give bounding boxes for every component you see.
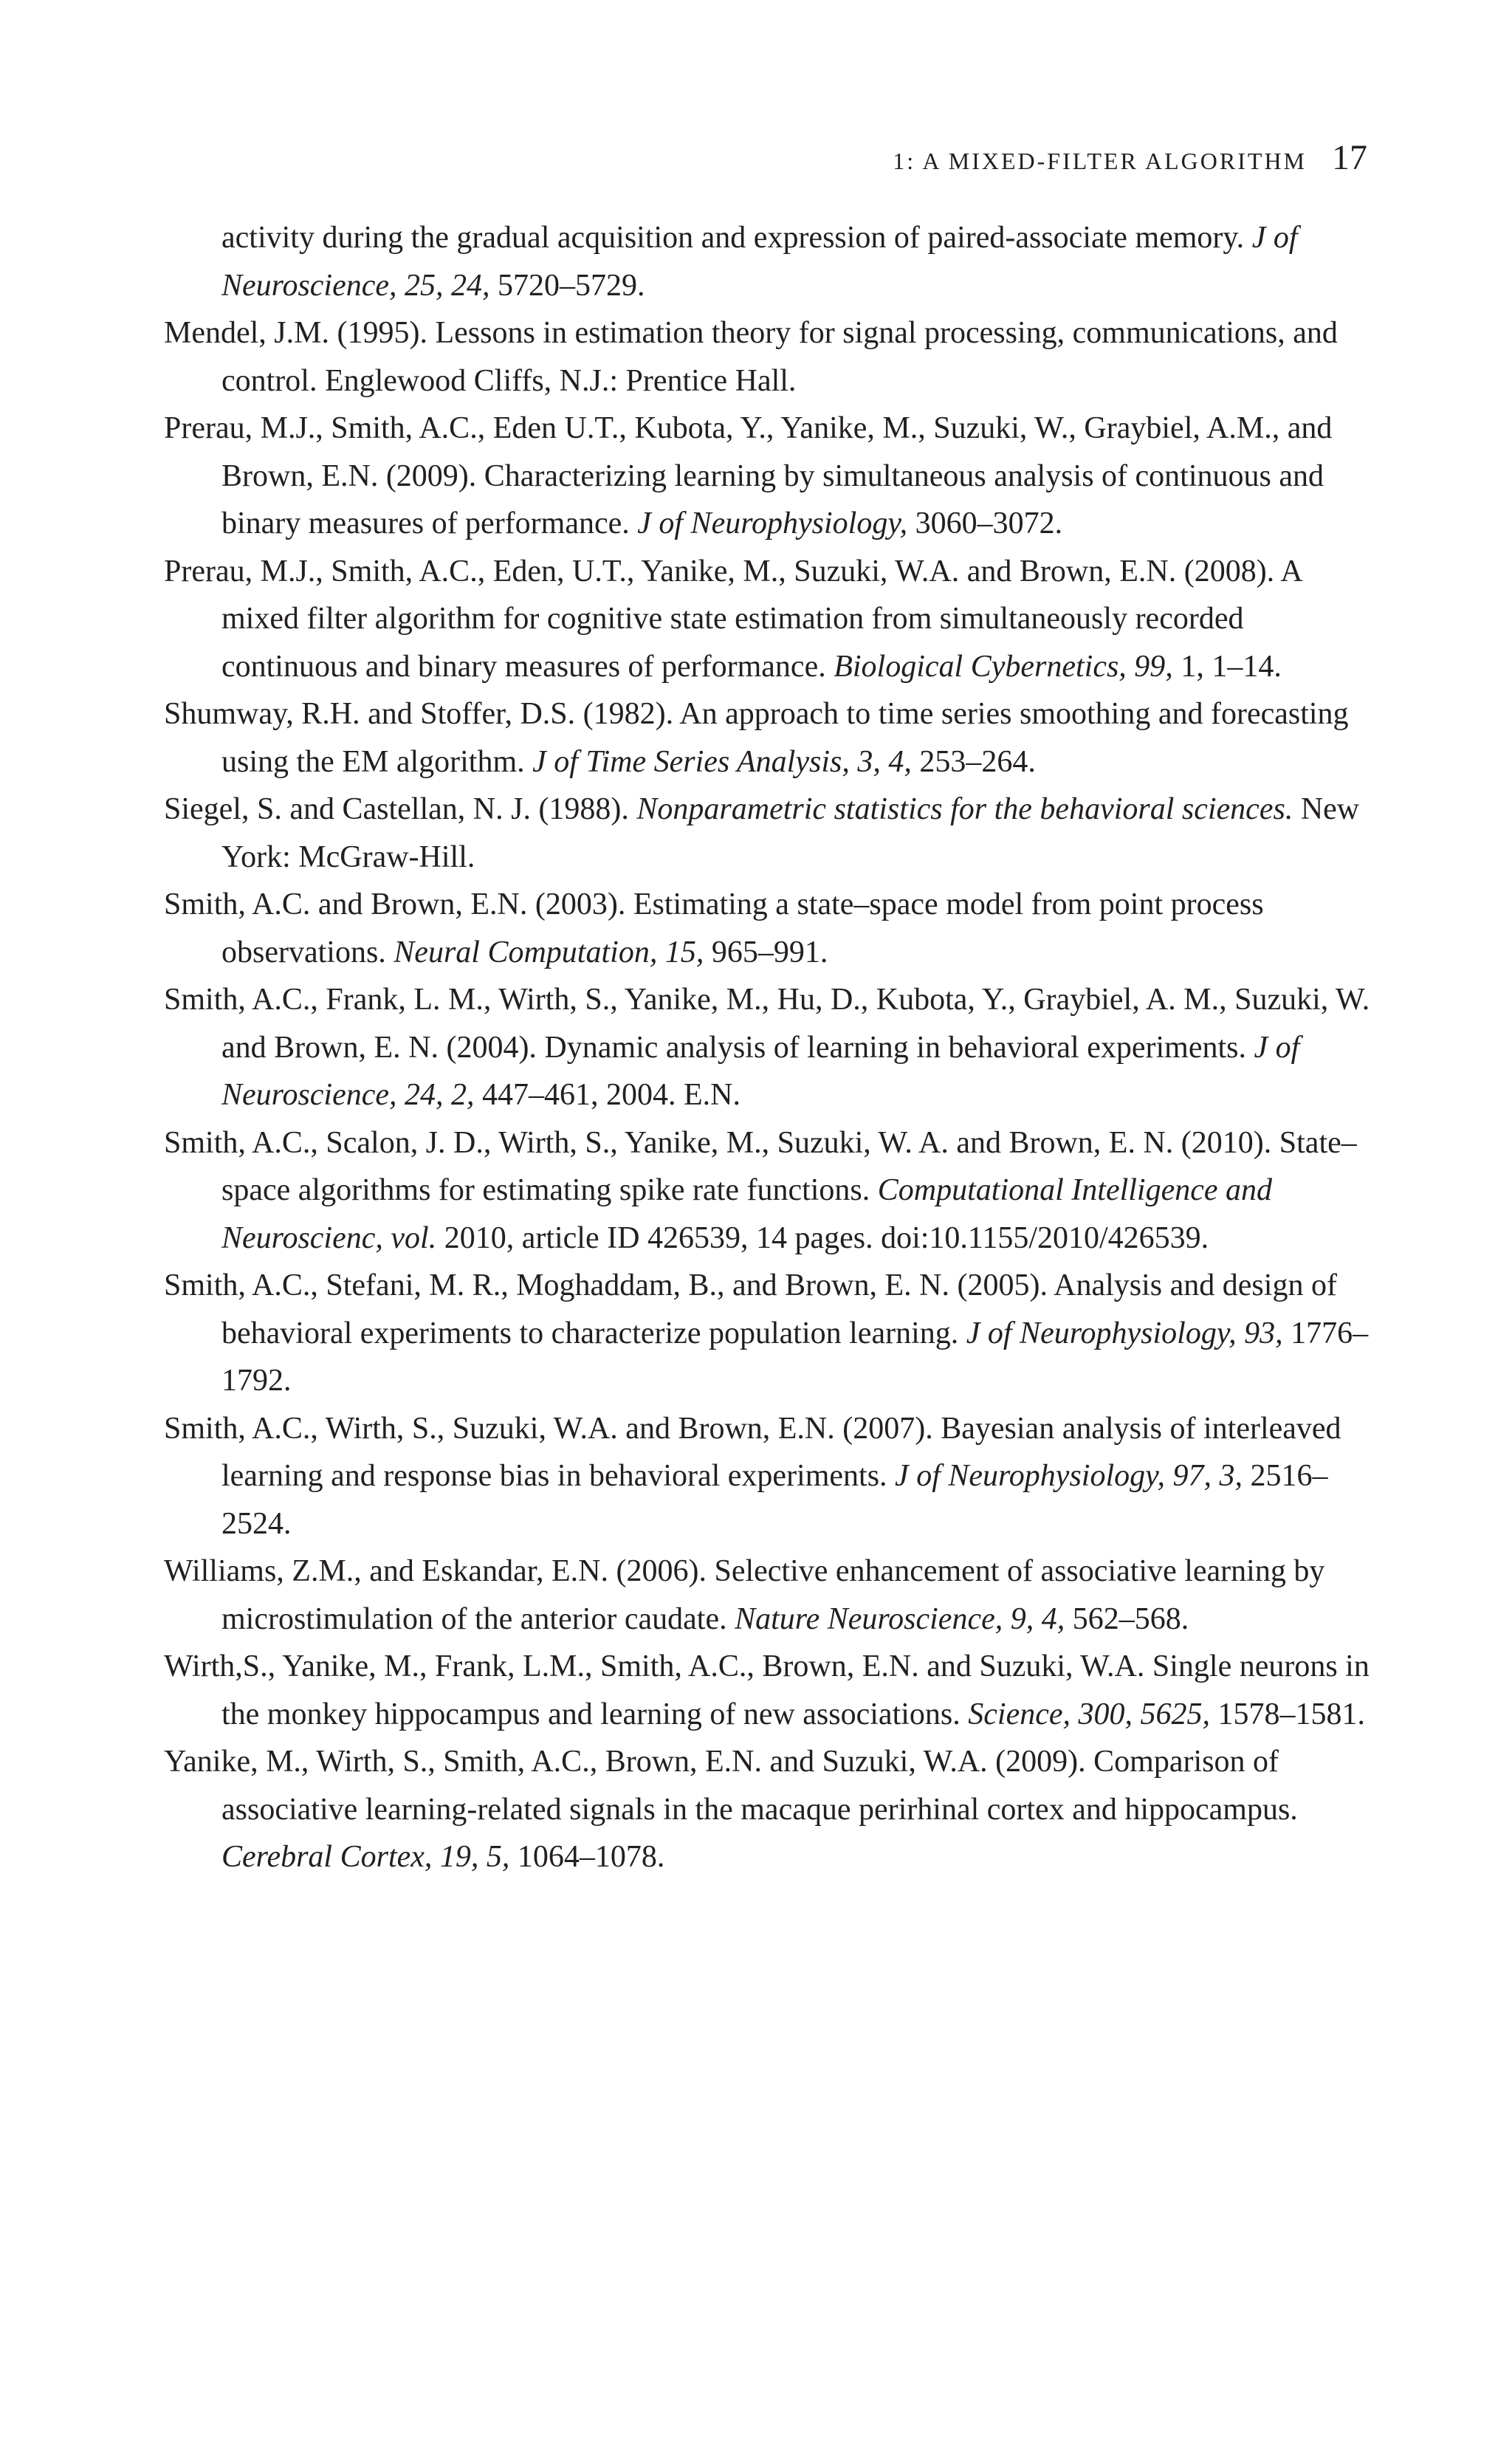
reference-source-italic: Nature Neuroscience, 9, 4,: [735, 1601, 1065, 1636]
reference-text: 1776–1792.: [221, 1316, 1369, 1398]
reference-text: activity during the gradual acquisition and expression of paired-associate memory.: [221, 221, 1252, 255]
page-number: 17: [1332, 138, 1367, 177]
reference-source-italic: J of Neuroscience, 25, 24,: [221, 221, 1298, 303]
running-head: [893, 137, 1367, 182]
reference-source-italic: J of Neurophysiology, 93,: [966, 1316, 1283, 1350]
reference-text: Wirth,S., Yanike, M., Frank, L.M., Smith, A.C., Brown, E.N. and Suzuki, W.A. Single neurons in the monkey hippocampus and learning of new associations.: [164, 1649, 1370, 1731]
reference-list: [164, 214, 1375, 1881]
reference-source-italic: J of Neuroscience, 24, 2,: [221, 1030, 1300, 1112]
reference-text: Smith, A.C. and Brown, E.N. (2003). Estimating a state–space model from point process observations.: [164, 887, 1264, 969]
reference-entry: [164, 690, 1375, 786]
reference-entry: [164, 881, 1375, 976]
reference-entry: [164, 1405, 1375, 1548]
reference-text: 1064–1078.: [509, 1840, 665, 1874]
reference-text: Smith, A.C., Stefani, M. R., Moghaddam, B., and Brown, E. N. (2005). Analysis and design of behavioral experiments to characterize population learning.: [164, 1268, 1337, 1350]
reference-text: Smith, A.C., Wirth, S., Suzuki, W.A. and Brown, E.N. (2007). Bayesian analysis of interleaved learning and response bias in behavioral experiments.: [164, 1411, 1341, 1493]
reference-entry: [164, 309, 1375, 405]
reference-source-italic: Biological Cybernetics, 99,: [834, 649, 1173, 684]
running-head-title: 1: A MIXED-FILTER ALGORITHM: [893, 148, 1307, 174]
reference-text: 1, 1–14.: [1172, 649, 1282, 684]
reference-text: Smith, A.C., Scalon, J. D., Wirth, S., Yanike, M., Suzuki, W. A. and Brown, E. N. (2010). State–space algorithms for estimating spike rate functions.: [164, 1125, 1357, 1207]
reference-text: New York: McGraw-Hill.: [221, 792, 1360, 874]
reference-text: 1578–1581.: [1210, 1697, 1366, 1731]
reference-text: Siegel, S. and Castellan, N. J. (1988).: [164, 792, 637, 826]
reference-text: Williams, Z.M., and Eskandar, E.N. (2006). Selective enhancement of associative learning by microstimulation of the anterior caudate.: [164, 1554, 1325, 1636]
reference-entry: [164, 1119, 1375, 1263]
reference-text: Yanike, M., Wirth, S., Smith, A.C., Brown, E.N. and Suzuki, W.A. (2009). Comparison of associative learning-related signals in the macaque perirhinal cortex and hippocampus.: [164, 1745, 1298, 1827]
reference-text: 253–264.: [911, 744, 1036, 779]
reference-text: 2010, article ID 426539, 14 pages. doi:10.1155/2010/426539.: [436, 1220, 1209, 1255]
reference-source-italic: J of Neurophysiology,: [637, 507, 908, 540]
reference-text: 3060–3072.: [907, 507, 1063, 540]
reference-entry: [164, 976, 1375, 1119]
reference-source-italic: Science, 300, 5625,: [968, 1697, 1211, 1731]
reference-entry-continued: [164, 214, 1375, 309]
reference-source-italic: J of Time Series Analysis, 3, 4,: [532, 744, 912, 779]
reference-entry: [164, 548, 1375, 691]
reference-source-italic: Cerebral Cortex, 19, 5,: [221, 1840, 510, 1874]
reference-source-italic: Computational Intelligence and Neuroscienc, vol.: [221, 1173, 1273, 1255]
reference-text: 965–991.: [704, 935, 828, 969]
reference-source-italic: Neural Computation, 15,: [394, 935, 704, 969]
reference-text: 2516–2524.: [221, 1459, 1328, 1541]
reference-text: 5720–5729.: [489, 268, 645, 303]
reference-entry: [164, 1643, 1375, 1738]
reference-source-italic: J of Neurophysiology, 97, 3,: [895, 1459, 1243, 1493]
reference-entry: [164, 786, 1375, 881]
reference-text: Mendel, J.M. (1995). Lessons in estimation theory for signal processing, communications, and control. Englewood Cliffs, N.J.: Prentice Hall.: [164, 316, 1338, 398]
reference-entry: [164, 1262, 1375, 1405]
reference-text: Prerau, M.J., Smith, A.C., Eden U.T., Kubota, Y., Yanike, M., Suzuki, W., Graybiel, A.M., and Brown, E.N. (2009). Characterizing learning by simultaneous analysis of continuous and binary measures of performance.: [164, 411, 1333, 540]
reference-text: Prerau, M.J., Smith, A.C., Eden, U.T., Yanike, M., Suzuki, W.A. and Brown, E.N. (2008). A mixed filter algorithm for cognitive state estimation from simultaneously recorded continuous and binary measures of performance.: [164, 554, 1302, 684]
reference-entry: [164, 405, 1375, 548]
reference-text: Smith, A.C., Frank, L. M., Wirth, S., Yanike, M., Hu, D., Kubota, Y., Graybiel, A. M., Suzuki, W. and Brown, E. N. (2004). Dynamic analysis of learning in behavioral experiments.: [164, 983, 1370, 1065]
reference-text: 562–568.: [1065, 1601, 1189, 1636]
reference-entry: [164, 1738, 1375, 1881]
reference-entry: [164, 1548, 1375, 1643]
reference-source-italic: Nonparametric statistics for the behavioral sciences.: [636, 792, 1293, 826]
reference-text: 447–461, 2004. E.N.: [474, 1078, 741, 1112]
reference-text: Shumway, R.H. and Stoffer, D.S. (1982). An approach to time series smoothing and forecasting using the EM algorithm.: [164, 697, 1349, 779]
